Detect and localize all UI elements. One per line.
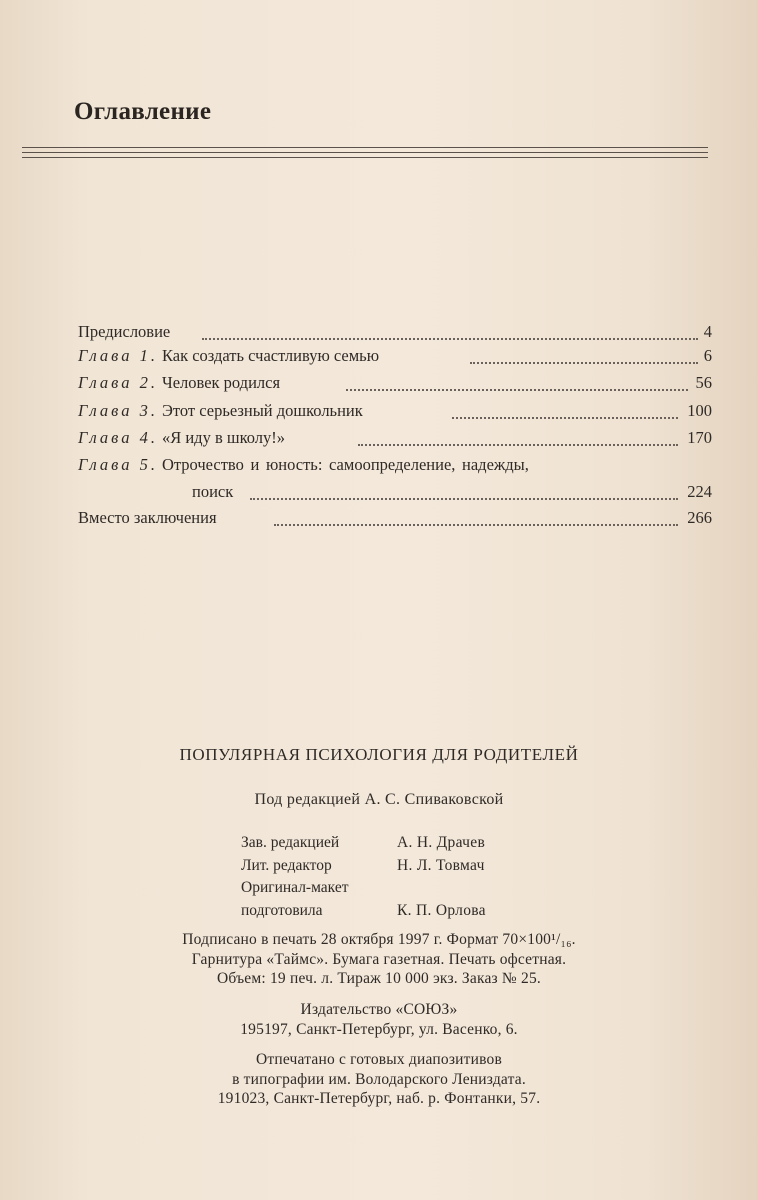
toc-page: 6 xyxy=(703,346,712,365)
printer-address: 191023, Санкт-Петербург, наб. р. Фонтанки, 57. xyxy=(217,1090,541,1107)
toc-leader xyxy=(346,389,688,391)
toc-entry xyxy=(78,321,712,343)
heading-rule xyxy=(22,152,708,153)
toc-entry xyxy=(78,372,712,394)
toc-title: Отрочество и юность: самоопределение, надежды, xyxy=(161,455,529,474)
toc-entry xyxy=(78,481,712,503)
contents-heading: Оглавление xyxy=(74,98,212,125)
toc-chapter: Глава 3. xyxy=(78,401,158,420)
toc-title: «Я иду в школу!» xyxy=(161,428,286,447)
toc-chapter: Глава 1. xyxy=(78,346,158,365)
toc-title: поиск xyxy=(192,482,234,501)
toc-chapter: Глава 2. xyxy=(78,373,158,392)
credit-person: А. Н. Драчев xyxy=(397,834,486,851)
credit-person: К. П. Орлова xyxy=(397,901,486,919)
toc-page: 100 xyxy=(687,401,712,420)
heading-rule xyxy=(22,157,708,158)
credit-role: Оригинал-макет xyxy=(241,879,349,896)
printer-name: в типографии им. Володарского Лениздата. xyxy=(232,1070,526,1088)
toc-title: Этот серьезный дошкольник xyxy=(161,401,363,420)
toc-title: Человек родился xyxy=(161,373,281,392)
credit-role: Лит. редактор xyxy=(241,856,332,874)
toc-page: 4 xyxy=(703,322,712,341)
credit-role: подготовила xyxy=(241,901,323,919)
credit-role: Зав. редакцией xyxy=(241,834,340,851)
toc-leader xyxy=(274,524,678,526)
toc-title: Вместо заключения xyxy=(78,508,217,527)
toc-entry xyxy=(78,454,712,476)
credit-person: Н. Л. Товмач xyxy=(397,856,485,874)
publisher-name: Издательство «СОЮЗ» xyxy=(300,1001,458,1018)
toc-entry xyxy=(78,400,712,422)
toc-entry xyxy=(78,507,712,529)
signed-line: Подписано в печать 28 октября 1997 г. Формат 70×100¹/₁₆. xyxy=(182,931,576,948)
toc-page: 56 xyxy=(695,373,712,392)
toc-entry xyxy=(78,427,712,449)
printer-block xyxy=(0,1050,758,1109)
toc-page: 266 xyxy=(687,508,712,527)
toc-title: Предисловие xyxy=(78,322,171,341)
toc-title: Как создать счастливую семью xyxy=(161,346,380,365)
heading-rule xyxy=(22,147,708,148)
editor-line: Под редакцией А. С. Спиваковской xyxy=(254,791,504,808)
toc-leader xyxy=(470,362,698,364)
toc-page: 224 xyxy=(687,482,712,501)
toc-leader xyxy=(358,444,678,446)
toc-leader xyxy=(452,417,678,419)
publisher-address: 195197, Санкт-Петербург, ул. Васенко, 6. xyxy=(240,1020,518,1038)
printed-line: Отпечатано с готовых диапозитивов xyxy=(255,1051,502,1068)
publisher-block xyxy=(0,1000,758,1039)
toc-entry xyxy=(78,345,712,367)
toc-leader xyxy=(202,338,698,340)
toc-page: 170 xyxy=(687,428,712,447)
toc-leader xyxy=(250,498,678,500)
print-details xyxy=(0,930,758,989)
typeface-line: Гарнитура «Таймс». Бумага газетная. Печать офсетная. xyxy=(191,950,567,968)
toc-chapter: Глава 4. xyxy=(78,428,158,447)
toc-chapter: Глава 5. xyxy=(78,455,158,474)
volume-line: Объем: 19 печ. л. Тираж 10 000 экз. Заказ № 25. xyxy=(217,970,541,987)
series-title: ПОПУЛЯРНАЯ ПСИХОЛОГИЯ ДЛЯ РОДИТЕЛЕЙ xyxy=(179,745,579,764)
